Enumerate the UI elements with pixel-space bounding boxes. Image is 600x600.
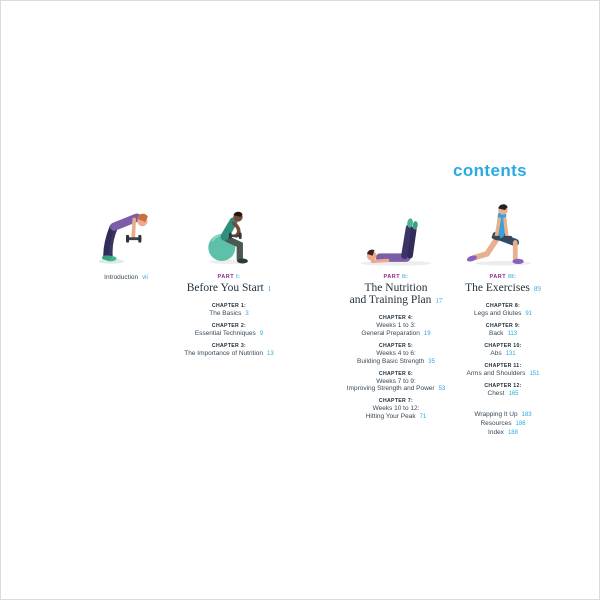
end-matter-label: Index — [488, 428, 504, 436]
chapter-page-number: 3 — [245, 311, 249, 318]
figure-box — [437, 197, 569, 267]
chapter-title: General Preparation — [361, 329, 420, 337]
toc-entry-chapter-12 — [437, 383, 569, 398]
woman-bent-over-dumbbell-row-figure — [85, 201, 167, 267]
chapter-label: CHAPTER 3: — [211, 343, 247, 350]
part-word: PART — [489, 274, 507, 280]
chapter-title: Hitting Your Peak — [365, 412, 416, 420]
chapter-title: Improving Strength and Power — [346, 385, 435, 393]
chapter-label: CHAPTER 1: — [211, 303, 247, 310]
figure-box — [71, 197, 181, 267]
toc-entry-chapter-11 — [437, 363, 569, 378]
toc-entry-chapter-1 — [167, 303, 291, 318]
end-matter-page-number: 183 — [521, 412, 532, 419]
part-number: III: — [508, 274, 517, 280]
chapter-page-number: 71 — [419, 413, 427, 420]
toc-entry-chapter-8 — [437, 303, 569, 318]
part-title-text: Before You Start — [186, 282, 264, 294]
introduction-page-number: vii — [142, 275, 148, 281]
man-curl-on-stability-ball-figure — [193, 201, 265, 267]
toc-entry-resources — [437, 420, 569, 429]
chapter-page-number: 35 — [428, 358, 435, 365]
chapter-page-number: 165 — [508, 391, 519, 398]
chapter-title: Back — [488, 330, 504, 338]
part-page-number: 1 — [267, 285, 272, 293]
toc-entry-chapter-3 — [167, 343, 291, 358]
toc-entry-introduction — [71, 274, 181, 281]
chapter-title: Essential Techniques — [194, 330, 256, 338]
chapter-label: CHAPTER 2: — [211, 323, 247, 330]
part-1-header — [167, 274, 291, 294]
chapter-page-number: 53 — [438, 386, 446, 393]
chapter-page-number: 91 — [525, 311, 533, 318]
part-1-label — [167, 274, 291, 280]
part-page-number: 17 — [435, 297, 443, 306]
part-number: I: — [236, 274, 241, 280]
part-page-number: 89 — [533, 285, 541, 293]
chapter-label: CHAPTER 11: — [484, 363, 522, 370]
chapter-page-number: 131 — [505, 351, 516, 358]
chapter-page-number: 113 — [507, 331, 518, 338]
chapter-title: The Basics — [209, 310, 242, 318]
chapter-label: CHAPTER 5: — [378, 342, 414, 349]
part-title-text: The Exercises — [465, 282, 530, 294]
page-title: contents — [453, 161, 528, 180]
introduction-label: Introduction — [104, 274, 139, 281]
chapter-label: CHAPTER 12: — [484, 383, 522, 390]
toc-entry-chapter-10 — [437, 343, 569, 358]
toc-column-introduction — [71, 197, 181, 281]
figure-box — [167, 197, 291, 267]
chapter-title: Arms and Shoulders — [466, 370, 526, 378]
part-title-line-2: and Training Plan — [349, 294, 432, 307]
chapter-label: CHAPTER 6: — [378, 370, 414, 377]
end-matter-page-number: 188 — [507, 429, 518, 436]
end-matter-label: Wrapping It Up — [474, 411, 518, 419]
chapter-label: CHAPTER 4: — [378, 315, 414, 322]
chapter-title: Building Basic Strength — [357, 357, 425, 365]
chapter-title-line-1: Weeks 7 to 9: — [376, 377, 416, 385]
part-word: PART — [217, 274, 235, 280]
woman-lying-leg-raise-figure — [344, 209, 448, 267]
chapter-label: CHAPTER 10: — [484, 343, 522, 350]
chapter-title-line-1: Weeks 10 to 12: — [372, 405, 420, 413]
toc-entry-chapter-9 — [437, 323, 569, 338]
chapter-page-number: 9 — [259, 331, 264, 338]
chapter-label: CHAPTER 8: — [485, 303, 521, 310]
end-matter-label: Resources — [480, 420, 512, 428]
part-number: II: — [402, 274, 409, 280]
part-3-title — [437, 282, 569, 294]
end-matter-page-number: 186 — [515, 421, 526, 428]
chapter-page-number: 151 — [529, 371, 540, 378]
chapter-title: Legs and Glutes — [473, 310, 522, 318]
toc-entry-chapter-2 — [167, 323, 291, 338]
part-title-line-1: The Nutrition — [364, 282, 428, 294]
toc-column-part-3 — [437, 197, 569, 438]
chapter-title: Abs — [490, 350, 502, 358]
end-matter-section — [437, 411, 569, 437]
man-dumbbell-lunge-figure — [460, 201, 546, 267]
toc-entry-index — [437, 429, 569, 438]
toc-column-part-1 — [167, 197, 291, 363]
chapter-title-line-1: Weeks 4 to 6: — [376, 349, 416, 357]
part-word: PART — [383, 274, 401, 280]
part-3-header — [437, 274, 569, 294]
chapter-title: Chest — [487, 390, 505, 398]
chapter-page-number: 19 — [423, 330, 431, 337]
chapter-label: CHAPTER 9: — [485, 323, 521, 330]
chapter-title: The Importance of Nutrition — [184, 350, 264, 358]
chapter-label: CHAPTER 7: — [378, 398, 414, 405]
chapter-page-number: 13 — [267, 351, 274, 358]
part-1-title — [167, 282, 291, 294]
toc-entry-wrapping-it-up — [437, 411, 569, 420]
chapter-title-line-1: Weeks 1 to 3: — [376, 322, 416, 330]
part-3-label — [437, 274, 569, 280]
